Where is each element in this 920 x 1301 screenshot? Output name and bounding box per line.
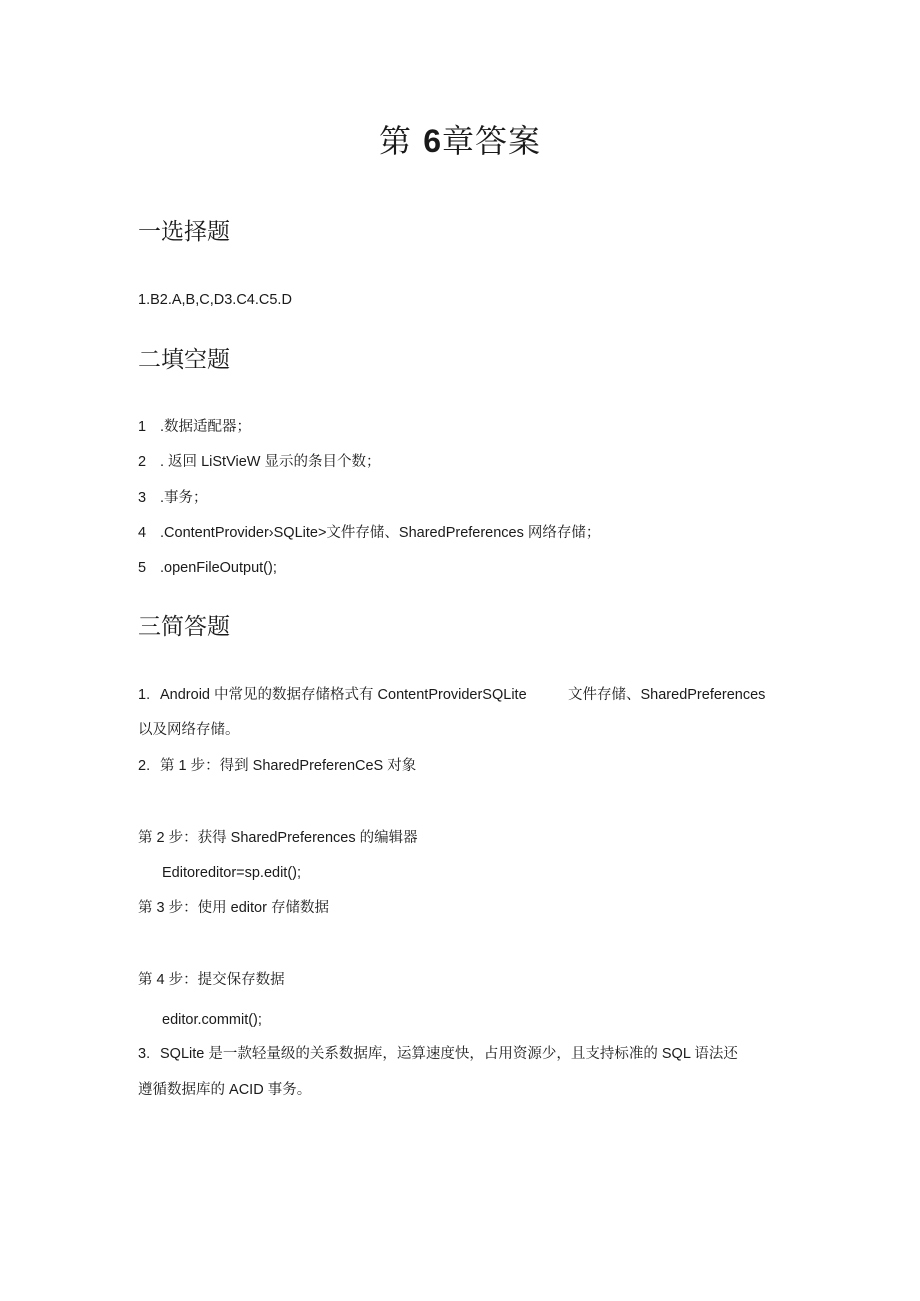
fill-item-text: .openFileOutput(); [160, 560, 277, 576]
fill-item [138, 452, 380, 472]
answer-1-part-a: Android 中常见的数据存储格式有 ContentProviderSQLite [160, 687, 527, 703]
answer-2-code-1: Editoreditor=sp.edit(); [162, 865, 302, 881]
fill-item [138, 558, 277, 578]
section-heading-short-answer: 三简答题 [138, 614, 230, 640]
answer-2-step-4: 第 4 步：提交保存数据 [138, 972, 285, 988]
fill-item-text: .数据适配器； [160, 419, 252, 435]
fill-item [138, 523, 600, 543]
fill-item-number: 1 [138, 419, 147, 435]
answer-number: 2. [138, 758, 151, 774]
fill-item-text: . 返回 LiStVieW 显示的条目个数； [160, 454, 381, 470]
choice-answers: 1.B2.A,B,C,D3.C4.C5.D [138, 292, 292, 308]
fill-item-text: .事务； [160, 490, 208, 506]
page-title [0, 116, 920, 162]
fill-item-number: 5 [138, 560, 147, 576]
title-suffix: 章答案 [441, 122, 541, 160]
answer-1-line-1 [138, 685, 527, 705]
answer-3-line-1 [138, 1044, 738, 1064]
answer-1-part-b: 文件存储、SharedPreferences [568, 687, 766, 703]
fill-item-number: 3 [138, 490, 147, 506]
title-number: 6 [423, 123, 442, 159]
answer-1-line-2: 以及网络存储。 [138, 722, 240, 738]
answer-3-line-1-text: SQLite 是一款轻量级的关系数据库，运算速度快，占用资源少，且支持标准的 SQL 语法还 [160, 1046, 738, 1062]
answer-2-code-2: editor.commit(); [162, 1012, 262, 1028]
fill-item-text: .ContentProvider›SQLite>文件存储、SharedPreferences 网络存储； [160, 525, 601, 541]
answer-2-step-2: 第 2 步：获得 SharedPreferences 的编辑器 [138, 830, 418, 846]
answer-number: 3. [138, 1046, 151, 1062]
title-prefix: 第 [379, 122, 413, 160]
fill-item-number: 4 [138, 525, 147, 541]
answer-number: 1. [138, 687, 151, 703]
answer-2-step-1 [138, 756, 416, 776]
answer-2-step-1-text: 第 1 步：得到 SharedPreferenCeS 对象 [160, 758, 417, 774]
fill-item [138, 488, 208, 508]
answer-3-line-2: 遵循数据库的 ACID 事务。 [138, 1082, 312, 1098]
answer-2-step-3: 第 3 步：使用 editor 存储数据 [138, 900, 329, 916]
fill-item [138, 417, 251, 437]
section-heading-choice: 一选择题 [138, 219, 230, 245]
fill-item-number: 2 [138, 454, 147, 470]
section-heading-fill: 二填空题 [138, 347, 230, 373]
